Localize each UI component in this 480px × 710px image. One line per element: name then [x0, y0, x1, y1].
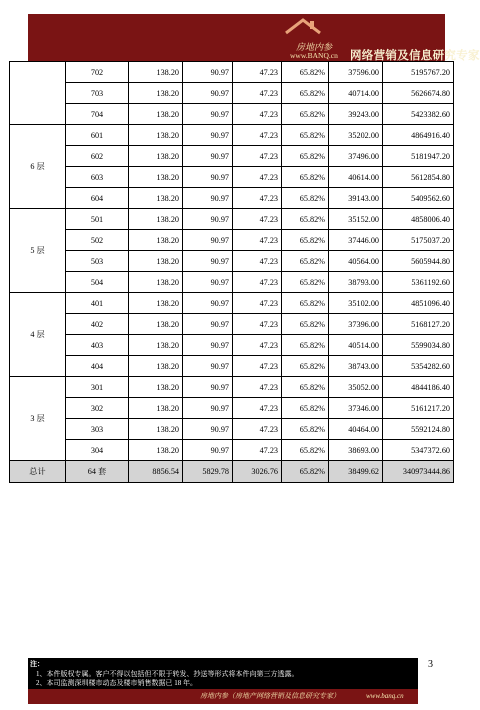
value-cell: 90.97 — [183, 314, 233, 335]
value-cell: 138.20 — [129, 125, 183, 146]
value-cell: 47.23 — [233, 62, 282, 83]
table-row — [10, 440, 454, 461]
unit-cell: 603 — [66, 167, 129, 188]
value-cell: 37496.00 — [329, 146, 383, 167]
notes-box — [28, 658, 418, 704]
value-cell: 5347372.60 — [383, 440, 454, 461]
value-cell: 47.23 — [233, 419, 282, 440]
header-banner — [28, 14, 480, 62]
value-cell: 138.20 — [129, 104, 183, 125]
total-cell: 64 套 — [66, 461, 129, 483]
value-cell: 40514.00 — [329, 335, 383, 356]
table-row — [10, 125, 454, 146]
unit-cell: 304 — [66, 440, 129, 461]
value-cell: 138.20 — [129, 230, 183, 251]
value-cell: 65.82% — [282, 188, 329, 209]
value-cell: 90.97 — [183, 104, 233, 125]
value-cell: 38693.00 — [329, 440, 383, 461]
value-cell: 138.20 — [129, 83, 183, 104]
table-row — [10, 314, 454, 335]
value-cell: 47.23 — [233, 146, 282, 167]
value-cell: 40464.00 — [329, 419, 383, 440]
value-cell: 138.20 — [129, 314, 183, 335]
value-cell: 90.97 — [183, 209, 233, 230]
note-line-2: 2、本司监测深圳楼市动态及楼市销售数据已 18 年。 — [36, 679, 197, 687]
total-cell: 5829.78 — [183, 461, 233, 483]
table-row — [10, 62, 454, 83]
table-row — [10, 251, 454, 272]
value-cell: 90.97 — [183, 272, 233, 293]
value-cell: 90.97 — [183, 188, 233, 209]
value-cell: 90.97 — [183, 356, 233, 377]
value-cell: 4851096.40 — [383, 293, 454, 314]
value-cell: 138.20 — [129, 272, 183, 293]
value-cell: 138.20 — [129, 167, 183, 188]
value-cell: 65.82% — [282, 209, 329, 230]
value-cell: 90.97 — [183, 377, 233, 398]
value-cell: 4858006.40 — [383, 209, 454, 230]
page-number: 3 — [428, 659, 433, 670]
value-cell: 47.23 — [233, 83, 282, 104]
value-cell: 90.97 — [183, 230, 233, 251]
value-cell: 47.23 — [233, 104, 282, 125]
value-cell: 65.82% — [282, 251, 329, 272]
value-cell: 47.23 — [233, 272, 282, 293]
value-cell: 47.23 — [233, 440, 282, 461]
value-cell: 47.23 — [233, 209, 282, 230]
value-cell: 138.20 — [129, 146, 183, 167]
value-cell: 47.23 — [233, 230, 282, 251]
value-cell: 37596.00 — [329, 62, 383, 83]
value-cell: 40614.00 — [329, 167, 383, 188]
value-cell: 4864916.40 — [383, 125, 454, 146]
value-cell: 65.82% — [282, 314, 329, 335]
table-row — [10, 83, 454, 104]
value-cell: 90.97 — [183, 293, 233, 314]
unit-cell: 704 — [66, 104, 129, 125]
value-cell: 90.97 — [183, 83, 233, 104]
total-cell: 65.82% — [282, 461, 329, 483]
table-row — [10, 104, 454, 125]
value-cell: 65.82% — [282, 356, 329, 377]
header-slogan: 网络营销及信息研究专家 — [350, 50, 480, 62]
value-cell: 47.23 — [233, 167, 282, 188]
value-cell: 35052.00 — [329, 377, 383, 398]
table-row — [10, 335, 454, 356]
table-row — [10, 146, 454, 167]
table-row — [10, 272, 454, 293]
total-cell: 38499.62 — [329, 461, 383, 483]
unit-cell: 302 — [66, 398, 129, 419]
table-row — [10, 188, 454, 209]
unit-cell: 402 — [66, 314, 129, 335]
value-cell: 138.20 — [129, 356, 183, 377]
value-cell: 65.82% — [282, 62, 329, 83]
value-cell: 5175037.20 — [383, 230, 454, 251]
value-cell: 40564.00 — [329, 251, 383, 272]
value-cell: 90.97 — [183, 167, 233, 188]
value-cell: 35152.00 — [329, 209, 383, 230]
unit-cell: 703 — [66, 83, 129, 104]
unit-cell: 501 — [66, 209, 129, 230]
table-row — [10, 356, 454, 377]
unit-cell: 602 — [66, 146, 129, 167]
value-cell: 138.20 — [129, 209, 183, 230]
value-cell: 138.20 — [129, 293, 183, 314]
value-cell: 47.23 — [233, 251, 282, 272]
logo-text: 房地内参 — [296, 42, 333, 52]
value-cell: 35202.00 — [329, 125, 383, 146]
value-cell: 5605944.80 — [383, 251, 454, 272]
value-cell: 39243.00 — [329, 104, 383, 125]
value-cell: 5423382.60 — [383, 104, 454, 125]
value-cell: 65.82% — [282, 377, 329, 398]
unit-cell: 503 — [66, 251, 129, 272]
floor-cell — [10, 62, 66, 125]
value-cell: 65.82% — [282, 167, 329, 188]
value-cell: 90.97 — [183, 440, 233, 461]
footer-text: 房地内参（房地产网络营销及信息研究专家） — [200, 692, 340, 700]
floor-label: 5 层 — [10, 209, 66, 293]
value-cell: 5592124.80 — [383, 419, 454, 440]
value-cell: 65.82% — [282, 335, 329, 356]
value-cell: 39143.00 — [329, 188, 383, 209]
unit-cell: 504 — [66, 272, 129, 293]
floor-label: 3 层 — [10, 377, 66, 461]
table-row — [10, 230, 454, 251]
value-cell: 47.23 — [233, 314, 282, 335]
value-cell: 138.20 — [129, 251, 183, 272]
value-cell: 138.20 — [129, 440, 183, 461]
value-cell: 5161217.20 — [383, 398, 454, 419]
unit-cell: 702 — [66, 62, 129, 83]
floor-label: 4 层 — [10, 293, 66, 377]
value-cell: 5354282.60 — [383, 356, 454, 377]
value-cell: 40714.00 — [329, 83, 383, 104]
value-cell: 4844186.40 — [383, 377, 454, 398]
value-cell: 65.82% — [282, 230, 329, 251]
value-cell: 138.20 — [129, 335, 183, 356]
value-cell: 47.23 — [233, 335, 282, 356]
value-cell: 65.82% — [282, 125, 329, 146]
table-row — [10, 398, 454, 419]
value-cell: 35102.00 — [329, 293, 383, 314]
unit-cell: 601 — [66, 125, 129, 146]
value-cell: 47.23 — [233, 356, 282, 377]
table-row — [10, 377, 454, 398]
value-cell: 5195767.20 — [383, 62, 454, 83]
value-cell: 47.23 — [233, 377, 282, 398]
total-row — [10, 461, 454, 483]
table-row — [10, 209, 454, 230]
value-cell: 65.82% — [282, 440, 329, 461]
value-cell: 65.82% — [282, 419, 329, 440]
value-cell: 65.82% — [282, 104, 329, 125]
unit-cell: 604 — [66, 188, 129, 209]
value-cell: 47.23 — [233, 398, 282, 419]
logo-url: www.BANQ.cn — [290, 51, 338, 60]
value-cell: 5168127.20 — [383, 314, 454, 335]
value-cell: 5409562.60 — [383, 188, 454, 209]
value-cell: 47.23 — [233, 188, 282, 209]
table-row — [10, 293, 454, 314]
unit-cell: 502 — [66, 230, 129, 251]
value-cell: 38793.00 — [329, 272, 383, 293]
value-cell: 37346.00 — [329, 398, 383, 419]
value-cell: 138.20 — [129, 62, 183, 83]
value-cell: 90.97 — [183, 125, 233, 146]
value-cell: 65.82% — [282, 83, 329, 104]
unit-cell: 303 — [66, 419, 129, 440]
unit-cell: 401 — [66, 293, 129, 314]
value-cell: 5612854.80 — [383, 167, 454, 188]
table-row — [10, 167, 454, 188]
value-cell: 90.97 — [183, 419, 233, 440]
value-cell: 47.23 — [233, 293, 282, 314]
unit-cell: 404 — [66, 356, 129, 377]
value-cell: 65.82% — [282, 293, 329, 314]
value-cell: 5599034.80 — [383, 335, 454, 356]
total-label: 总计 — [10, 461, 66, 483]
value-cell: 90.97 — [183, 335, 233, 356]
note-line-1: 1、本件版权专属。客户不得以包括但不限于转发、抄送等形式将本件向第三方透露。 — [36, 670, 299, 678]
value-cell: 5181947.20 — [383, 146, 454, 167]
value-cell: 65.82% — [282, 146, 329, 167]
value-cell: 5361192.60 — [383, 272, 454, 293]
value-cell: 65.82% — [282, 272, 329, 293]
value-cell: 65.82% — [282, 398, 329, 419]
floor-label: 6 层 — [10, 125, 66, 209]
total-cell: 3026.76 — [233, 461, 282, 483]
value-cell: 90.97 — [183, 146, 233, 167]
unit-cell: 403 — [66, 335, 129, 356]
unit-cell: 301 — [66, 377, 129, 398]
value-cell: 90.97 — [183, 251, 233, 272]
value-cell: 138.20 — [129, 419, 183, 440]
table-row — [10, 419, 454, 440]
value-cell: 138.20 — [129, 188, 183, 209]
sales-table — [9, 61, 454, 483]
footer-url: www.banq.cn — [366, 692, 404, 700]
notes-header: 注： — [30, 660, 44, 668]
value-cell: 5626674.80 — [383, 83, 454, 104]
value-cell: 138.20 — [129, 398, 183, 419]
value-cell: 47.23 — [233, 125, 282, 146]
value-cell: 37396.00 — [329, 314, 383, 335]
value-cell: 90.97 — [183, 398, 233, 419]
footer-strip — [28, 689, 418, 704]
value-cell: 90.97 — [183, 62, 233, 83]
value-cell: 37446.00 — [329, 230, 383, 251]
value-cell: 38743.00 — [329, 356, 383, 377]
total-cell: 8856.54 — [129, 461, 183, 483]
total-cell: 340973444.86 — [383, 461, 454, 483]
value-cell: 138.20 — [129, 377, 183, 398]
